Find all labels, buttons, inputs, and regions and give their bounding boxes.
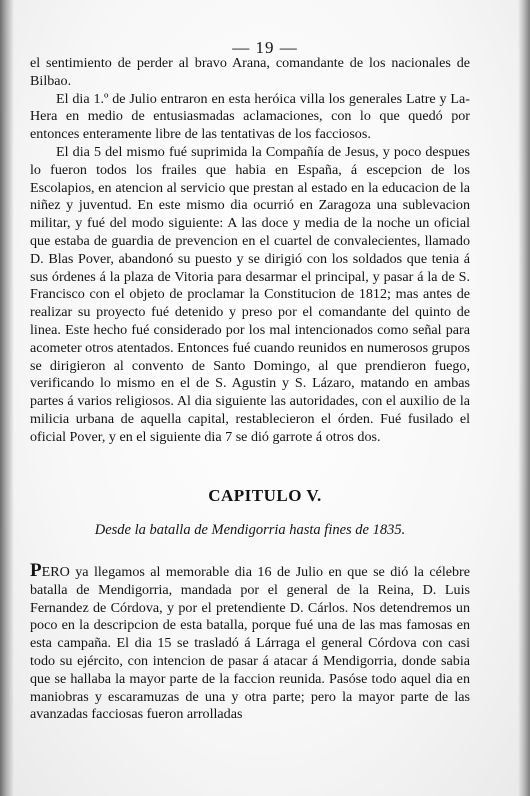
paragraph-text: ERO ya llegamos al memorable dia 16 de Julio en que se dió la célebre batalla de Mendigorria, mandada por el general de la Reina, D. Luis Fernandez de Córdova, y por el pretendiente D. Cárlos. Nos detendremos un poco en la descripcion de esta batalla, porque fué una de las mas famosas en esta campaña. El dia 15 se trasladó á Lárraga el general Córdova con casi todo su ejército, con intencion de pasar á atacar á Mendigorria, donde sabia que se hallaba la mayor parte de la faccion reunida. Pasóse todo aquel dia en maniobras y escaramuzas de una y otra parte; pero la mayor parte de las avanzadas facciosas fueron arrolladas: [30, 564, 470, 723]
body-text-bottom: [30, 562, 470, 724]
drop-cap-letter: P: [30, 560, 42, 581]
page-left-edge-shadow: [0, 0, 14, 796]
paragraph: El dia 5 del mismo fué suprimida la Compañía de Jesus, y poco despues lo fueron todos los frailes que habia en España, á escepcion de los Escolapios, en atencion al servicio que prestan al estado en la educacion de la niñez y juventud. En este mismo dia ocurrió en Zaragoza una sublevacion militar, y fué del modo siguiente: A las doce y media de la noche un oficial que estaba de guardia de prevencion en el cuartel de convalecientes, llamado D. Blas Pover, abandonó su puesto y se dirigió con los soldados que tenia á sus órdenes á la plaza de Vitoria para desarmar el principal, y pasar á la de S. Francisco con el objeto de proclamar la Constitucion de 1812; mas antes de realizar su proyecto fué detenido y preso por el comandante del quinto de linea. Este hecho fué considerado por los mal intencionados como señal para acometer otros atentados. Entonces fué cuando reunidos en numerosos grupos se dirigieron al convento de Santo Domingo, al que prendieron fuego, verificando lo mismo en el de S. Agustin y S. Lázaro, matando en ambas partes á varios religiosos. Al dia siguiente las autoridades, con el auxilio de la milicia urbana de aquella capital, restablecieron el órden. Fué fusilado el oficial Pover, y en el siguiente dia 7 se dió garrote á otros dos.: [30, 143, 470, 445]
chapter-subtitle: Desde la batalla de Mendigorria hasta fines de 1835.: [94, 522, 406, 538]
page-right-edge-shadow: [518, 0, 530, 796]
paragraph: El dia 1.º de Julio entraron en esta heróica villa los generales Latre y La-Hera en medio de entusiasmadas aclamaciones, con lo que quedó por entonces enteramente libre de las tentativas de los facciosos.: [30, 90, 470, 143]
chapter-title: CAPITULO V.: [208, 486, 322, 505]
body-text-top: [30, 55, 470, 447]
paragraph-continued: el sentimiento de perder al bravo Arana, comandante de los nacionales de Bilbao.: [30, 55, 470, 89]
page-number: — 19 —: [232, 38, 298, 57]
paragraph-with-dropcap: [30, 562, 470, 724]
